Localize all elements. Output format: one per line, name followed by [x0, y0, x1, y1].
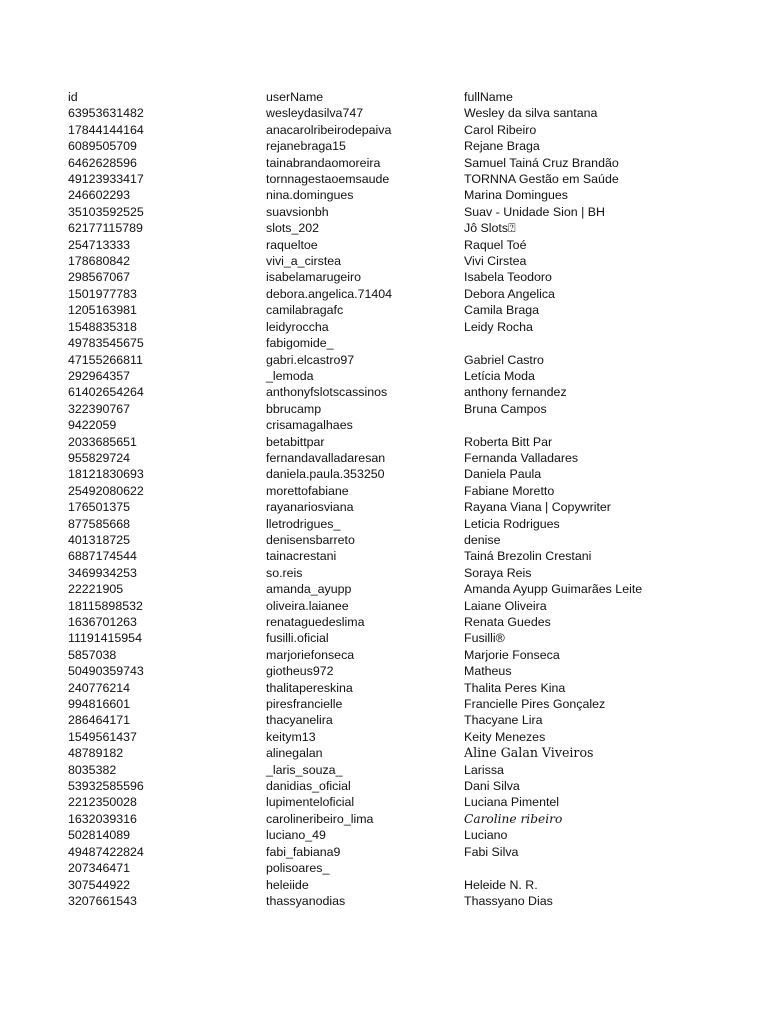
cell-username: _lemoda — [266, 368, 314, 383]
table-header — [68, 89, 764, 105]
table-row — [68, 598, 764, 614]
cell-fullname: Thassyano Dias — [464, 893, 553, 908]
cell-fullname: Jô Slots⍰ — [464, 221, 516, 236]
cell-fullname: Marina Domingues — [464, 188, 568, 203]
cell-id: 2033685651 — [68, 434, 137, 449]
table-row — [68, 811, 764, 827]
cell-fullname: Amanda Ayupp Guimarães Leite — [464, 582, 643, 597]
cell-id: 3469934253 — [68, 565, 137, 580]
cell-id: 50490359743 — [68, 664, 144, 679]
cell-id: 1632039316 — [68, 811, 137, 826]
cell-username: leidyroccha — [266, 319, 329, 334]
cell-username: crisamagalhaes — [266, 418, 353, 433]
cell-username: so.reis — [266, 565, 303, 580]
cell-fullname: Bruna Campos — [464, 401, 547, 416]
cell-fullname — [464, 860, 764, 876]
cell-fullname: Rejane Braga — [464, 139, 540, 154]
cell-username: polisoares_ — [266, 861, 330, 876]
cell-fullname: Fabiane Moretto — [464, 483, 555, 498]
cell-fullname: Fernanda Valladares — [464, 450, 579, 465]
cell-username: raqueltoe — [266, 237, 318, 252]
cell-username: fabigomide_ — [266, 336, 334, 351]
cell-fullname: Isabela Teodoro — [464, 270, 552, 285]
cell-fullname: Thacyane Lira — [464, 713, 543, 728]
table-row — [68, 630, 764, 646]
table-row — [68, 220, 764, 236]
cell-id: 35103592525 — [68, 204, 144, 219]
cell-id: 61402654264 — [68, 385, 144, 400]
cell-fullname: Marjorie Fonseca — [464, 647, 560, 662]
cell-username: suavsionbh — [266, 204, 329, 219]
cell-id: 5857038 — [68, 647, 117, 662]
cell-username: wesleydasilva747 — [266, 106, 364, 121]
cell-username: rayanariosviana — [266, 500, 354, 515]
cell-username: oliveira.laianee — [266, 598, 349, 613]
cell-fullname — [464, 335, 764, 351]
table-row — [68, 417, 764, 433]
cell-fullname: Camila Braga — [464, 303, 540, 318]
table-row — [68, 516, 764, 532]
cell-id: 401318725 — [68, 532, 131, 547]
cell-id: 3207661543 — [68, 893, 137, 908]
table-row — [68, 844, 764, 860]
cell-username: bbrucamp — [266, 401, 322, 416]
cell-fullname: Caroline ribeiro — [464, 811, 563, 826]
cell-fullname: Matheus — [464, 664, 512, 679]
table-row — [68, 138, 764, 154]
table-row — [68, 466, 764, 482]
cell-id: 877585668 — [68, 516, 131, 531]
cell-id: 6089505709 — [68, 139, 137, 154]
cell-username: thalitapereskina — [266, 680, 353, 695]
cell-username: lupimenteloficial — [266, 795, 355, 810]
cell-username: tornnagestaoemsaude — [266, 172, 390, 187]
cell-id: 1501977783 — [68, 286, 137, 301]
table-row — [68, 302, 764, 318]
cell-username: danidias_oficial — [266, 779, 351, 794]
cell-id: 63953631482 — [68, 106, 144, 121]
table-row — [68, 483, 764, 499]
cell-id: 11191415954 — [68, 631, 142, 646]
cell-id: 240776214 — [68, 680, 131, 695]
cell-fullname: Dani Silva — [464, 779, 520, 794]
cell-fullname: Samuel Tainá Cruz Brandão — [464, 155, 619, 170]
cell-fullname: Wesley da silva santana — [464, 106, 598, 121]
table-row — [68, 877, 764, 893]
cell-fullname: Francielle Pires Gonçalez — [464, 697, 606, 712]
cell-fullname: Gabriel Castro — [464, 352, 544, 367]
cell-id: 1548835318 — [68, 319, 137, 334]
table-row — [68, 614, 764, 630]
table-row — [68, 778, 764, 794]
cell-username: daniela.paula.353250 — [266, 467, 385, 482]
cell-id: 307544922 — [68, 877, 131, 892]
cell-id: 298567067 — [68, 270, 131, 285]
table-row — [68, 352, 764, 368]
cell-id: 18121830693 — [68, 467, 144, 482]
cell-id: 6887174544 — [68, 549, 137, 564]
cell-username: renataguedeslima — [266, 615, 365, 629]
cell-id: 955829724 — [68, 450, 131, 465]
cell-fullname: Fabi Silva — [464, 844, 519, 859]
table-row — [68, 663, 764, 679]
table-row — [68, 401, 764, 417]
cell-username: giotheus972 — [266, 664, 334, 679]
cell-username: lletrodrigues_ — [266, 516, 341, 531]
cell-id: 48789182 — [68, 746, 124, 761]
table-row — [68, 204, 764, 220]
cell-id: 8035382 — [68, 762, 117, 777]
cell-id: 1205163981 — [68, 303, 137, 318]
table-row — [68, 434, 764, 450]
cell-username: alinegalan — [266, 746, 323, 761]
cell-fullname — [464, 417, 764, 433]
cell-fullname: Daniela Paula — [464, 467, 542, 482]
cell-username: camilabragafc — [266, 303, 344, 318]
cell-username: heleiide — [266, 877, 309, 892]
cell-fullname: denise — [464, 532, 501, 547]
cell-username: vivi_a_cirstea — [266, 254, 342, 269]
cell-id: 53932585596 — [68, 779, 144, 794]
cell-fullname: Heleide N. R. — [464, 877, 538, 892]
cell-id: 22221905 — [68, 582, 124, 597]
cell-fullname: Luciano — [464, 828, 508, 843]
cell-id: 9422059 — [68, 418, 117, 433]
cell-id: 2212350028 — [68, 795, 137, 810]
cell-id: 292964357 — [68, 368, 131, 383]
table-row — [68, 532, 764, 548]
cell-id: 994816601 — [68, 697, 131, 712]
table-row — [68, 860, 764, 876]
table-row — [68, 680, 764, 696]
cell-id: 49487422824 — [68, 844, 144, 859]
cell-id: 6462628596 — [68, 155, 137, 170]
cell-fullname: Rayana Viana | Copywriter — [464, 500, 611, 515]
cell-fullname: Soraya Reis — [464, 565, 532, 580]
cell-username: marjoriefonseca — [266, 647, 355, 662]
table-row — [68, 499, 764, 515]
cell-username: morettofabiane — [266, 483, 349, 498]
cell-id: 17844144164 — [68, 122, 144, 137]
table-row — [68, 581, 764, 597]
column-header-username: userName — [266, 90, 324, 104]
cell-username: gabri.elcastro97 — [266, 352, 355, 367]
table-row — [68, 253, 764, 269]
cell-fullname: Leidy Rocha — [464, 319, 533, 334]
cell-id: 1549561437 — [68, 729, 137, 744]
cell-fullname: Leticia Rodrigues — [464, 516, 560, 531]
table-row — [68, 384, 764, 400]
table-row — [68, 565, 764, 581]
table-row — [68, 155, 764, 171]
cell-username: rejanebraga15 — [266, 139, 346, 154]
table-row — [68, 335, 764, 351]
cell-id: 286464171 — [68, 713, 131, 728]
user-data-table — [68, 89, 764, 909]
cell-id: 49783545675 — [68, 336, 144, 351]
table-row — [68, 548, 764, 564]
cell-id: 18115898532 — [68, 598, 143, 613]
table-row — [68, 286, 764, 302]
column-header-id: id — [68, 90, 78, 104]
cell-fullname: Laiane Oliveira — [464, 598, 547, 613]
cell-username: keitym13 — [266, 729, 316, 744]
cell-username: fernandavalladaresan — [266, 450, 386, 465]
cell-fullname: Luciana Pimentel — [464, 795, 560, 810]
table-row — [68, 105, 764, 121]
cell-username: isabelamarugeiro — [266, 270, 362, 285]
cell-id: 47155266811 — [68, 352, 143, 367]
table-row — [68, 712, 764, 728]
cell-id: 207346471 — [68, 861, 131, 876]
cell-fullname: Larissa — [464, 762, 504, 777]
cell-fullname: Vivi Cirstea — [464, 254, 527, 269]
cell-username: nina.domingues — [266, 188, 354, 203]
cell-fullname: Tainá Brezolin Crestani — [464, 549, 592, 564]
cell-username: anacarolribeirodepaiva — [266, 122, 392, 137]
cell-username: _laris_souza_ — [266, 762, 343, 777]
cell-username: luciano_49 — [266, 828, 326, 843]
table-row — [68, 319, 764, 335]
table-body — [68, 105, 764, 909]
table-row — [68, 187, 764, 203]
cell-fullname: Raquel Toé — [464, 237, 527, 252]
cell-id: 1636701263 — [68, 615, 137, 629]
table-row — [68, 450, 764, 466]
cell-id: 254713333 — [68, 237, 131, 252]
cell-id: 178680842 — [68, 254, 131, 269]
cell-fullname: Renata Guedes — [464, 615, 551, 629]
cell-fullname: Thalita Peres Kina — [464, 680, 566, 695]
cell-username: debora.angelica.71404 — [266, 286, 393, 301]
cell-username: tainacrestani — [266, 549, 337, 564]
header-row — [68, 89, 764, 105]
cell-id: 49123933417 — [68, 172, 144, 187]
cell-fullname: anthony fernandez — [464, 385, 567, 400]
table-row — [68, 893, 764, 909]
cell-id: 62177115789 — [68, 221, 143, 236]
cell-fullname: Letícia Moda — [464, 368, 535, 383]
cell-username: betabittpar — [266, 434, 325, 449]
cell-username: carolineribeiro_lima — [266, 811, 374, 826]
cell-fullname: Keity Menezes — [464, 729, 546, 744]
column-header-fullname: fullName — [464, 90, 513, 104]
table-row — [68, 827, 764, 843]
table-row — [68, 237, 764, 253]
cell-fullname: Suav - Unidade Sion | BH — [464, 204, 605, 219]
cell-fullname: Aline Galan Viveiros — [464, 745, 594, 761]
cell-username: slots_202 — [266, 221, 320, 236]
cell-username: fusilli.oficial — [266, 631, 329, 646]
cell-id: 246602293 — [68, 188, 131, 203]
cell-username: anthonyfslotscassinos — [266, 385, 388, 400]
cell-username: piresfrancielle — [266, 697, 343, 712]
table-row — [68, 368, 764, 384]
cell-username: fabi_fabiana9 — [266, 844, 341, 859]
cell-username: thassyanodias — [266, 893, 346, 908]
cell-id: 25492080622 — [68, 483, 144, 498]
cell-fullname: TORNNA Gestão em Saúde — [464, 172, 619, 187]
cell-username: amanda_ayupp — [266, 582, 352, 597]
table-row — [68, 269, 764, 285]
cell-fullname: Carol Ribeiro — [464, 122, 537, 137]
cell-username: denisensbarreto — [266, 532, 355, 547]
cell-fullname: Debora Angelica — [464, 286, 555, 301]
table-row — [68, 647, 764, 663]
cell-username: thacyanelira — [266, 713, 333, 728]
cell-fullname: Roberta Bitt Par — [464, 434, 553, 449]
cell-id: 502814089 — [68, 828, 131, 843]
table-row — [68, 762, 764, 778]
table-row — [68, 122, 764, 138]
cell-fullname: Fusilli® — [464, 631, 505, 646]
table-row — [68, 171, 764, 187]
cell-username: tainabrandaomoreira — [266, 155, 381, 170]
table-row — [68, 696, 764, 712]
cell-id: 176501375 — [68, 500, 131, 515]
table-row — [68, 794, 764, 810]
table-row — [68, 745, 764, 761]
table-row — [68, 729, 764, 745]
cell-id: 322390767 — [68, 401, 131, 416]
